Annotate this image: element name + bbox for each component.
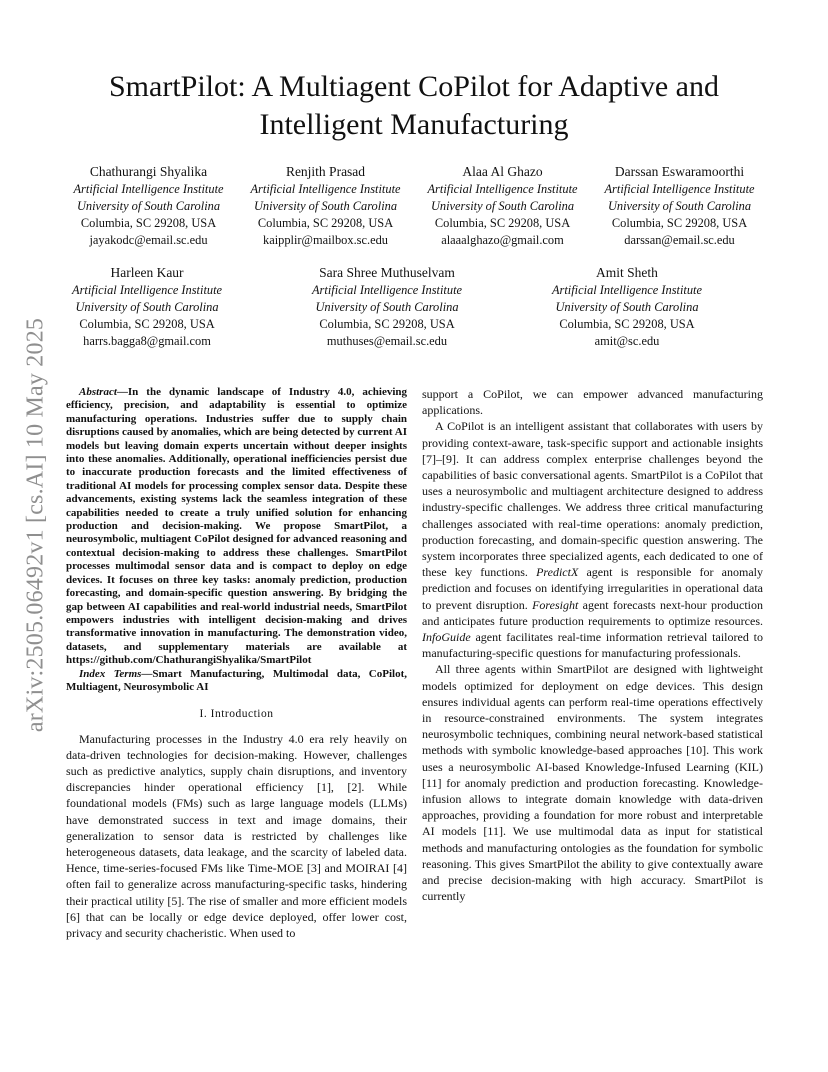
author-address: Columbia, SC 29208, USA bbox=[434, 216, 571, 230]
author-block bbox=[72, 263, 222, 350]
author-university: University of South Carolina bbox=[430, 199, 575, 213]
left-column bbox=[66, 386, 407, 941]
author-university: University of South Carolina bbox=[76, 199, 221, 213]
arxiv-identifier-text: arXiv:2505.06492v1 [cs.AI] 10 May 2025 bbox=[22, 317, 49, 733]
body-paragraph: support a CoPilot, we can empower advanced manufacturing applications. bbox=[422, 387, 763, 418]
author-row-1 bbox=[60, 162, 768, 249]
right-column bbox=[422, 386, 763, 905]
body-paragraph: All three agents within SmartPilot are designed with lightweight models optimized for deployment on edge devices. This design ensures individual agents can perform real-time operations effectively in resource-constrained environments. The system integrates neurosymbolic techniques, combining neural network-based statistical methods with symbolic knowledge-based approaches [10]. This work uses a neurosymbolic AI-based Knowledge-Infused Learning (KIL) [11] for anomaly prediction and production forecasting. Knowledge-infusion allows to integrate domain knowledge with data-driven approaches, providing a foundation for more robust and interpretable AI models [11]. We use multimodal data as input for statistical methods and manufacturing ontologies as the foundation for symbolic reasoning. This gives SmartPilot the ability to give contextually aware and precise decision-making with high accuracy. SmartPilot is currently bbox=[422, 662, 763, 904]
author-email: amit@sc.edu bbox=[594, 334, 660, 348]
author-email: alaaalghazo@gmail.com bbox=[441, 233, 564, 247]
author-university: University of South Carolina bbox=[315, 300, 459, 314]
author-university: University of South Carolina bbox=[607, 199, 752, 213]
author-affiliation: Artificial Intelligence Institute bbox=[604, 182, 755, 196]
author-university: University of South Carolina bbox=[75, 300, 219, 314]
author-block bbox=[250, 162, 400, 249]
author-block bbox=[73, 162, 223, 249]
body-text-span: A CoPilot is an intelligent assistant that collaborates with users by providing context-aware, task-specific support and actionable insights [7]–[9]. It can address complex enterprise challenges beyond the capabilities of basic conversational agents. SmartPilot is a CoPilot that uses a neurosymbolic and multiagent architecture designed to address industry-specific challenges. We address three critical manufacturing challenges associated with real-time operations: anomaly prediction, production forecasting, and domain-specific question answering. The system incorporates three specialized agents, each dedicated to one of these key functions. bbox=[422, 419, 763, 580]
index-terms-text: —Smart Manufacturing, Multimodal data, CoPilot, Multiagent, Neurosymbolic AI bbox=[66, 667, 407, 693]
author-address: Columbia, SC 29208, USA bbox=[79, 317, 215, 331]
author-affiliation: Artificial Intelligence Institute bbox=[427, 182, 578, 196]
section-heading: I. Introduction bbox=[199, 708, 274, 721]
author-name: Darssan Eswaramoorthi bbox=[614, 164, 745, 179]
body-paragraph bbox=[422, 418, 763, 661]
author-address: Columbia, SC 29208, USA bbox=[319, 317, 455, 331]
body-text-span: agent facilitates real-time information retrieval tailored to manufacturing-specific questions for manufacturing professionals. bbox=[422, 630, 763, 661]
agent-name-foresight: Foresight bbox=[532, 597, 579, 612]
author-block bbox=[312, 263, 462, 350]
body-paragraph: Manufacturing processes in the Industry 4.0 era rely heavily on data-driven technologies for decision-making. However, challenges such as predictive analytics, supply chain disruptions, and inventory discrepancies hinder operational efficiency [1], [2]. While foundational models (FMs) such as large language models (LLMs) have demonstrated success in text and image domains, their generalization to sensor data is restricted by challenges like heterogeneous datasets, data leakage, and the scarcity of labeled data. Hence, time-series-focused FMs like Time-MOE [3] and MOIRAI [4] often fail to generalize across manufacturing-specific tasks, hindering their practical utility [5]. The rise of smaller and more efficient models [6] that can be locally or edge device deployed, offer lower cost, privacy and security chacheristic. When used to bbox=[66, 731, 407, 940]
agent-name-infoguide: InfoGuide bbox=[422, 630, 471, 645]
author-name: Sara Shree Muthuselvam bbox=[319, 265, 455, 280]
author-name: Harleen Kaur bbox=[110, 265, 184, 280]
author-name: Renjith Prasad bbox=[285, 164, 366, 179]
index-terms-label: Index Terms bbox=[79, 667, 142, 680]
author-name: Amit Sheth bbox=[596, 265, 658, 280]
abstract-label: Abstract bbox=[79, 386, 117, 398]
author-block bbox=[552, 263, 702, 350]
agent-name-predictx: PredictX bbox=[536, 565, 579, 580]
author-email: darssan@email.sc.edu bbox=[624, 233, 735, 247]
author-university: University of South Carolina bbox=[253, 199, 398, 213]
author-affiliation: Artificial Intelligence Institute bbox=[73, 182, 224, 196]
paper-title: SmartPilot: A Multiagent CoPilot for Adaptive and Intelligent Manufacturing bbox=[109, 70, 719, 141]
abstract-text: —In the dynamic landscape of Industry 4.0, achieving efficiency, precision, and adaptability is essential to optimize manufacturing operations. Industries suffer due to supply chain disruptions caused by anomalies, which are being detected by current AI models but leaving domain experts uncertain without deeper insights into these anomalies. Additionally, operational inefficiencies persist due to inaccurate production forecasts and the limited effectiveness of traditional AI models for processing complex sensor data. Despite these advancements, existing systems lack the seamless integration of these capabilities needed to create a truly unified solution for enhancing production and decision-making. We propose SmartPilot, a neurosymbolic, multiagent CoPilot designed for advanced reasoning and contextual decision-making to address these challenges. SmartPilot processes multimodal sensor data and is compact to deploy on edge devices. It focuses on three key tasks: anomaly prediction, production forecasting, and domain-specific question answering. By bridging the gap between AI capabilities and real-world industrial needs, SmartPilot empowers industries with intelligent decision-making and drives transformative innovation in manufacturing. The demonstration video, datasets, and supplementary materials are available at https://github.com/ChathurangiShyalika/SmartPilot bbox=[66, 386, 407, 667]
author-address: Columbia, SC 29208, USA bbox=[257, 216, 394, 230]
author-email: harrs.bagga8@gmail.com bbox=[83, 334, 211, 348]
author-affiliation: Artificial Intelligence Institute bbox=[311, 283, 463, 297]
author-address: Columbia, SC 29208, USA bbox=[80, 216, 217, 230]
author-address: Columbia, SC 29208, USA bbox=[559, 317, 695, 331]
arxiv-identifier-stamp[interactable] bbox=[22, 285, 50, 765]
index-terms bbox=[66, 668, 407, 695]
author-block bbox=[604, 162, 754, 249]
author-email: kaipplir@mailbox.sc.edu bbox=[263, 233, 388, 247]
author-block bbox=[427, 162, 577, 249]
body-text-span: agent is responsible for anomaly prediction and focuses on identifying irregularities in operational data to prevent disruption. bbox=[422, 565, 763, 612]
author-affiliation: Artificial Intelligence Institute bbox=[250, 182, 401, 196]
author-row-2 bbox=[72, 263, 702, 350]
author-university: University of South Carolina bbox=[555, 300, 699, 314]
author-affiliation: Artificial Intelligence Institute bbox=[551, 283, 702, 297]
author-affiliation: Artificial Intelligence Institute bbox=[72, 283, 223, 297]
author-email: muthuses@email.sc.edu bbox=[326, 334, 448, 348]
author-name: Chathurangi Shyalika bbox=[89, 164, 208, 179]
abstract bbox=[66, 386, 407, 668]
author-name: Alaa Al Ghazo bbox=[462, 164, 543, 179]
body-text-span: agent forecasts next-hour production and anticipates future production requirements to optimize resources. bbox=[422, 597, 763, 628]
author-address: Columbia, SC 29208, USA bbox=[611, 216, 748, 230]
author-email: jayakodc@email.sc.edu bbox=[89, 233, 208, 247]
